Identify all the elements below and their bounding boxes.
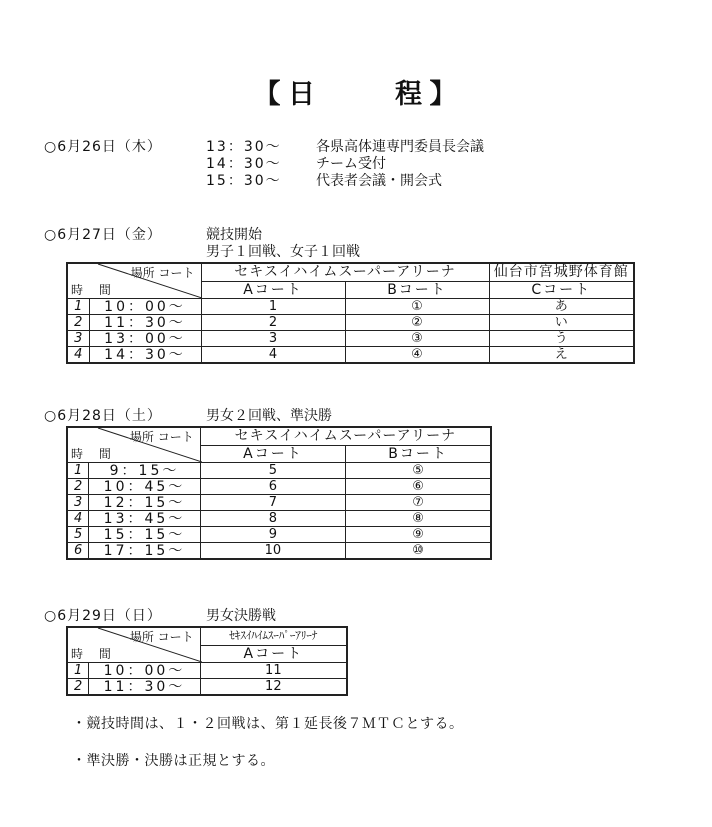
court-header: Bコート [345,281,489,298]
row-cell: 4 [201,347,345,364]
row-cell: い [489,315,634,331]
header-place: 場所 コート [129,430,194,444]
day4-table [66,626,348,696]
row-time: 14：30～ [89,347,201,364]
table-row [67,299,634,315]
header-place: 場所 コート [130,266,195,280]
venue-header: ｾｷｽｲﾊｲﾑｽｰﾊﾟｰｱﾘｰﾅ [200,627,347,645]
table-row [67,543,491,560]
row-time: 11：30～ [89,315,201,331]
row-cell: ⑦ [346,495,491,511]
row-cell: う [489,331,634,347]
court-header: Aコート [200,645,347,662]
note-match-time: ・競技時間は、１・２回戦は、第１延長後７ＭＴＣとする。 [72,716,464,732]
day1-item-event: 代表者会議・開会式 [316,173,442,189]
row-cell: 6 [200,479,345,495]
row-time: 9：15～ [89,463,200,479]
row-cell: ① [345,299,489,315]
row-time: 12：15～ [89,495,200,511]
row-cell: ⑧ [346,511,491,527]
row-cell: 7 [200,495,345,511]
table-row [67,479,491,495]
note-finals-rule: ・準決勝・決勝は正規とする。 [72,753,275,769]
day3-date: ○6月28日（土） [44,408,162,424]
row-time: 10：00～ [89,299,201,315]
row-number: 4 [67,347,89,364]
header-place: 場所 コート [129,630,194,644]
table-row [67,331,634,347]
day4-date: ○6月29日（日） [44,608,162,624]
row-time: 15：15～ [89,527,200,543]
table-row [67,511,491,527]
table-corner-header [67,263,201,299]
court-header: Aコート [200,445,345,462]
day1-schedule [206,139,484,190]
row-cell: 2 [201,315,345,331]
day1-date: ○6月26日（木） [44,139,162,155]
table-row [67,315,634,331]
day1-item-time: 14：30～ [206,156,282,172]
row-cell: 3 [201,331,345,347]
row-cell: 5 [200,463,345,479]
row-cell: 9 [200,527,345,543]
title-char-schedule: 程 [395,79,424,110]
day1-item [206,139,484,156]
row-cell: あ [489,299,634,315]
court-header: Aコート [201,281,345,298]
table-row [67,663,347,679]
row-number: 4 [67,511,89,527]
row-time: 13：45～ [89,511,200,527]
row-cell: ③ [345,331,489,347]
table-corner-header [67,427,200,463]
header-time: 時 間 [71,283,117,297]
day1-item-time: 15：30～ [206,173,282,189]
page-title [0,72,712,111]
row-number: 3 [67,495,89,511]
row-cell: 11 [200,663,347,679]
header-time: 時 間 [71,447,117,461]
day2-line2: 男子１回戦、女子１回戦 [206,244,360,260]
title-close-bracket: 】 [429,79,459,110]
row-time: 13：00～ [89,331,201,347]
row-cell: ⑨ [346,527,491,543]
row-number: 5 [67,527,89,543]
row-cell: え [489,347,634,364]
title-char-day: 日 [288,79,317,110]
row-cell: 12 [200,679,347,696]
row-time: 17：15～ [89,543,200,560]
row-number: 1 [67,463,89,479]
row-number: 2 [67,315,89,331]
row-cell: ④ [345,347,489,364]
day2-line1: 競技開始 [206,227,262,243]
day2-date: ○6月27日（金） [44,227,162,243]
row-cell: 1 [201,299,345,315]
day1-item [206,173,484,190]
day1-item-event: チーム受付 [316,156,386,172]
title-open-bracket: 【 [253,79,283,110]
day1-item [206,156,484,173]
row-time: 10：45～ [89,479,200,495]
day1-item-event: 各県高体連専門委員長会議 [316,139,484,155]
table-row [67,463,491,479]
row-number: 1 [67,299,89,315]
court-header: Cコート [489,281,634,298]
row-cell: 8 [200,511,345,527]
row-number: 2 [67,679,89,696]
row-cell: 10 [200,543,345,560]
table-row [67,527,491,543]
table-row [67,679,347,696]
row-cell: ⑤ [346,463,491,479]
venue-header: セキスイハイムスーパーアリーナ [201,263,489,281]
day3-table [66,426,492,560]
table-row [67,495,491,511]
table-corner-header [67,627,200,663]
row-cell: ② [345,315,489,331]
day2-table [66,262,635,364]
row-cell: ⑩ [346,543,491,560]
row-cell: ⑥ [346,479,491,495]
row-time: 10：00～ [89,663,200,679]
row-number: 1 [67,663,89,679]
day4-line1: 男女決勝戦 [206,608,276,624]
row-number: 3 [67,331,89,347]
header-time: 時 間 [71,647,117,661]
day1-item-time: 13：30～ [206,139,282,155]
court-header: Bコート [346,445,491,462]
row-number: 6 [67,543,89,560]
venue-header: セキスイハイムスーパーアリーナ [200,427,491,445]
day3-line1: 男女２回戦、準決勝 [206,408,332,424]
venue-header: 仙台市宮城野体育館 [489,263,634,281]
row-number: 2 [67,479,89,495]
table-row [67,347,634,364]
row-time: 11：30～ [89,679,200,696]
